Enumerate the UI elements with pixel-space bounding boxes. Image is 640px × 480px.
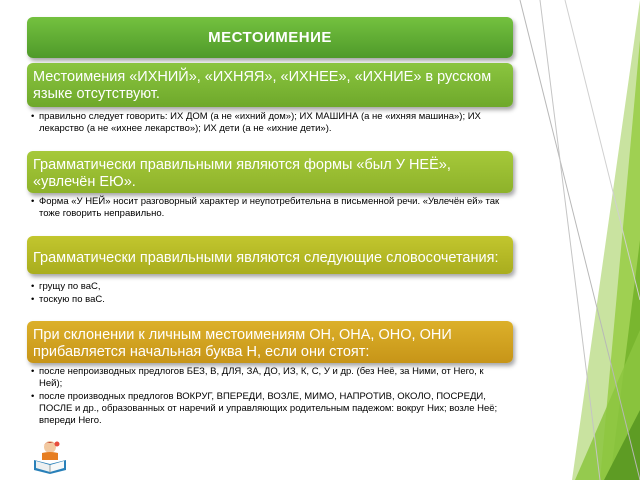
bullet-list-3 bbox=[31, 281, 506, 307]
bullet-list-2 bbox=[31, 196, 506, 221]
section-heading-3: Грамматически правильными являются следующие словосочетания: bbox=[27, 236, 513, 274]
bullet-item: • правильно следует говорить: ИХ ДОМ (а не «ихний дом»); ИХ МАШИНА (а не «ихняя машина»); ИХ лекарство (а не «ихнее лекарство»); ИХ дети (а не «ихние дети»). bbox=[31, 111, 506, 135]
bullet-item: • тоскую по ваС. bbox=[31, 294, 506, 306]
bullet-list-4 bbox=[31, 366, 506, 428]
bullet-list-1 bbox=[31, 111, 506, 136]
bullet-item: • грущу по ваС, bbox=[31, 281, 506, 293]
bullet-item: • Форма «У НЕЙ» носит разговорный характер и неупотребительна в письменной речи. «Увлечён ей» так тоже говорить неправильно. bbox=[31, 196, 506, 220]
section-heading-4: При склонении к личным местоимениям ОН, ОНА, ОНО, ОНИ прибавляется начальная буква Н, если они стоят: bbox=[27, 321, 513, 363]
bullet-item: • после производных предлогов ВОКРУГ, ВПЕРЕДИ, ВОЗЛЕ, МИМО, НАПРОТИВ, ОКОЛО, ПОСРЕДИ, ПОСЛЕ и др., образованных от наречий и управляющих родительным падежом: вокруг Них; возле Неё; впереди Него. bbox=[31, 391, 506, 427]
section-heading-1: Местоимения «ИХНИЙ», «ИХНЯЯ», «ИХНЕЕ», «ИХНИЕ» в русском языке отсутствуют. bbox=[27, 63, 513, 107]
page-title: МЕСТОИМЕНИЕ bbox=[27, 17, 513, 58]
section-heading-2: Грамматически правильными являются формы «был У НЕЁ», «увлечён ЕЮ». bbox=[27, 151, 513, 193]
reading-child-icon bbox=[30, 438, 70, 474]
bullet-item: • после непроизводных предлогов БЕЗ, В, ДЛЯ, ЗА, ДО, ИЗ, К, С, У и др. (без Неё, за Ними, от Него, к Ней); bbox=[31, 366, 506, 390]
